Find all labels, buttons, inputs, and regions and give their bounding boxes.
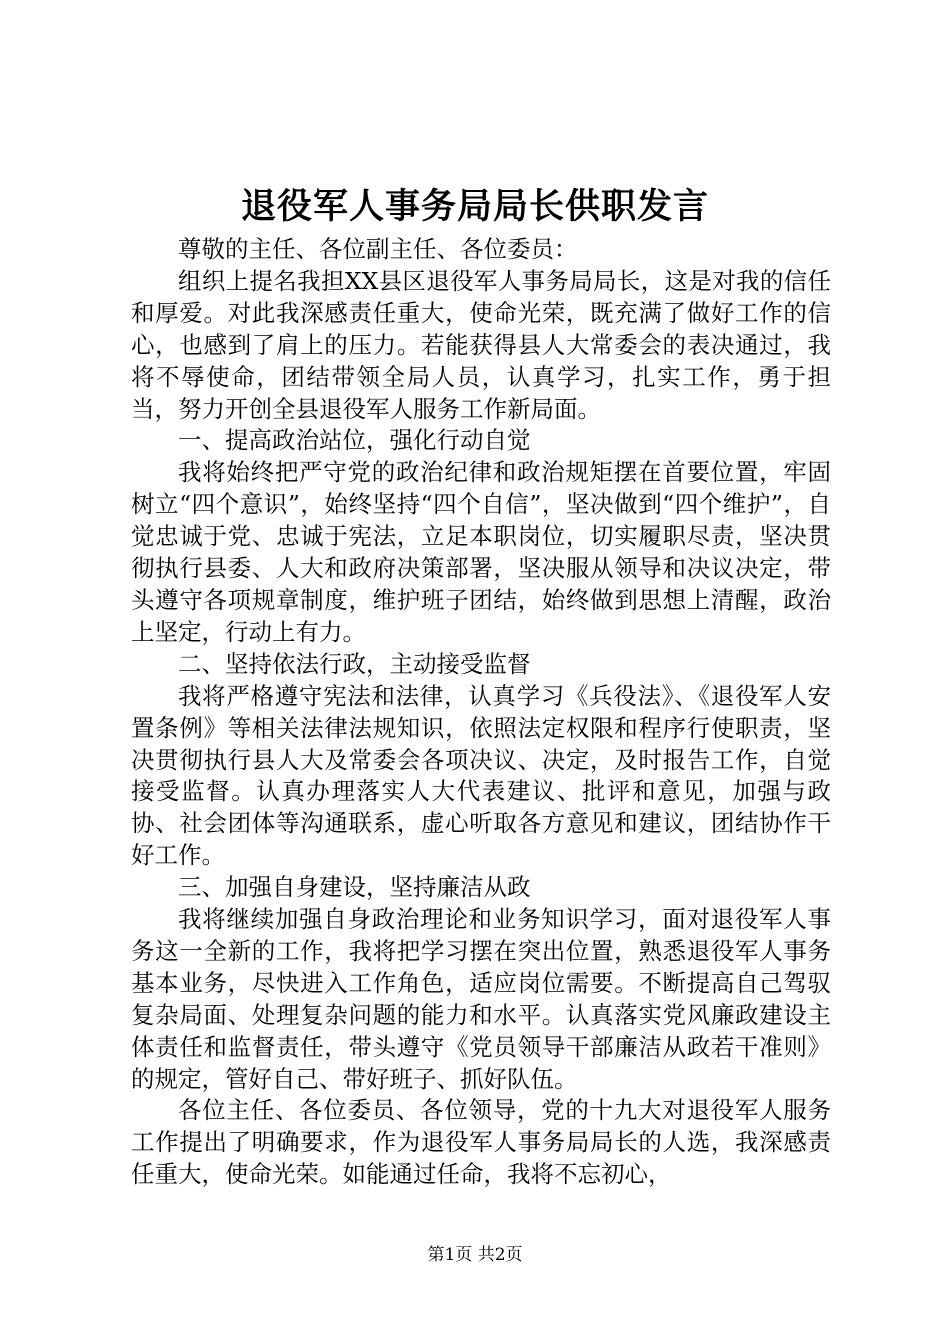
paragraph-closing: 各位主任、各位委员、各位领导，党的十九大对退役军人服务工作提出了明确要求，作为退役军人事务局局长的人选，我深感责任重大，使命光荣。如能通过任命，我将不忘初心， (131, 1096, 831, 1189)
document-title: 退役军人事务局局长供职发言 (240, 186, 709, 227)
paragraph-intro: 组织上提名我担XX县区退役军人事务局局长，这是对我的信任和厚爱。对此我深感责任重大，使命光荣，既充满了做好工作的信心，也感到了肩上的压力。若能获得县人大常委会的表决通过，我将不辱使命，团结带领全局人员，认真学习，扎实工作，勇于担当，努力开创全县退役军人服务工作新局面。 (131, 266, 831, 423)
paragraph-section-1: 我将始终把严守党的政治纪律和政治规矩摆在首要位置，牢固树立“四个意识”，始终坚持“四个自信”，坚决做到“四个维护”，自觉忠诚于党、忠诚于宪法，立足本职岗位，切实履职尽责，坚决贯彻执行县委、人大和政府决策部署，坚决服从领导和决议决定，带头遵守各项规章制度，维护班子团结，始终做到思想上清醒，政治上坚定，行动上有力。 (131, 458, 831, 646)
section-heading-2: 二、坚持依法行政，主动接受监督 (178, 649, 531, 678)
salutation: 尊敬的主任、各位副主任、各位委员： (178, 235, 578, 263)
section-heading-1: 一、提高政治站位，强化行动自觉 (178, 426, 531, 455)
page-footer: 第1页 共2页 (427, 1245, 523, 1265)
paragraph-section-3: 我将继续加强自身政治理论和业务知识学习，面对退役军人事务这一全新的工作，我将把学习摆在突出位置，熟悉退役军人事务基本业务，尽快进入工作角色，适应岗位需要。不断提高自己驾驭复杂局面、处理复杂问题的能力和水平。认真落实党风廉政建设主体责任和监督责任，带头遵守《党员领导干部廉洁从政若干准则》的规定，管好自己、带好班子、抓好队伍。 (131, 905, 831, 1093)
paragraph-section-2: 我将严格遵守宪法和法律，认真学习《兵役法》、《退役军人安置条例》等相关法律法规知识，依照法定权限和程序行使职责，坚决贯彻执行县人大及常委会各项决议、决定，及时报告工作，自觉接受监督。认真办理落实人大代表建议、批评和意见，加强与政协、社会团体等沟通联系，虚心听取各方意见和建议，团结协作干好工作。 (131, 681, 831, 870)
document-body (131, 234, 831, 1191)
section-heading-3: 三、加强自身建设，坚持廉洁从政 (178, 873, 531, 902)
